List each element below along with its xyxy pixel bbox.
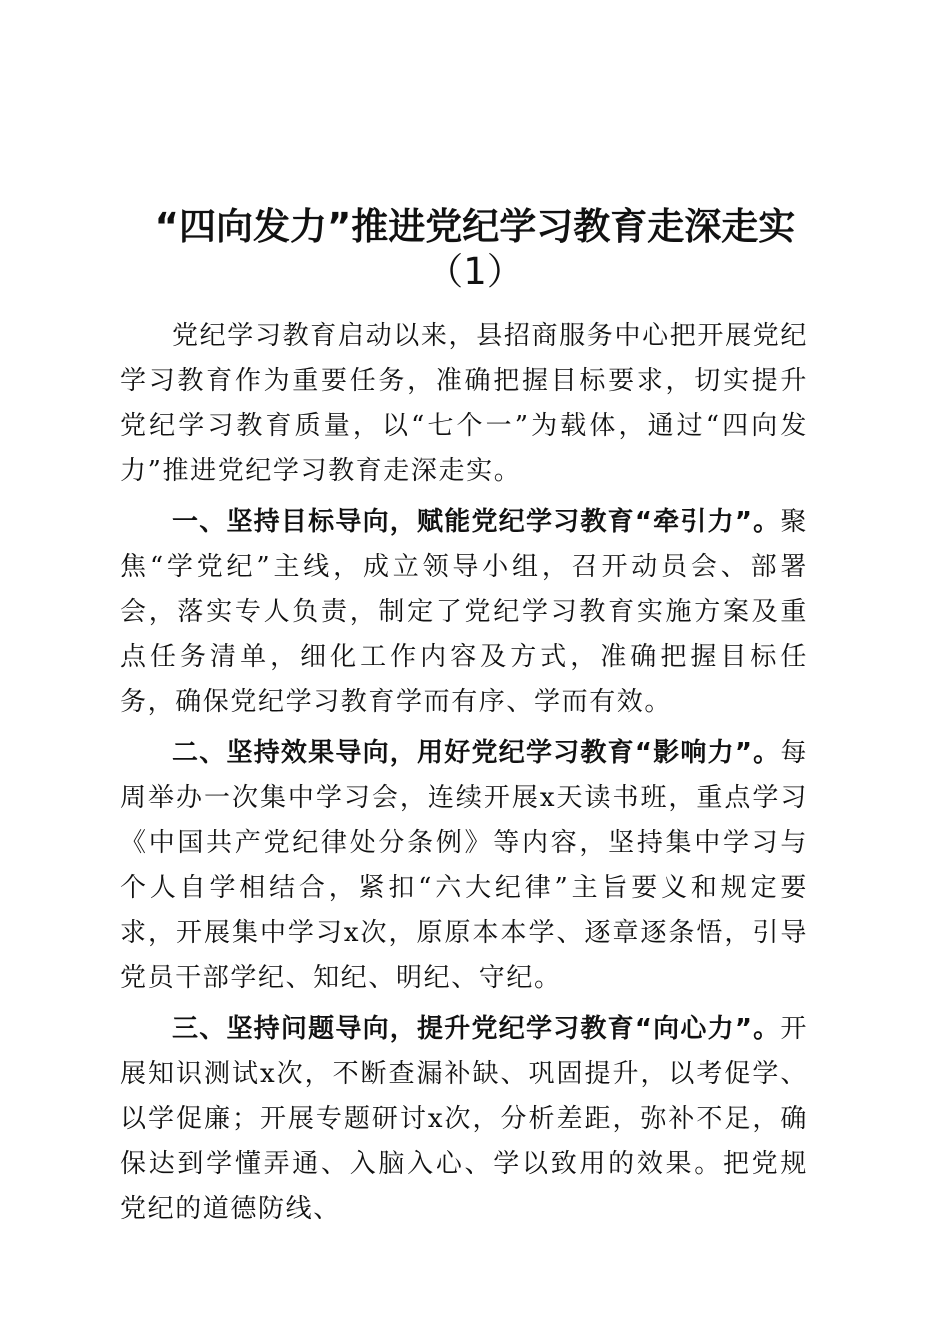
paragraph-lead: 二、坚持效果导向，用好党纪学习教育“影响力”。 (172, 738, 781, 768)
paragraph-text: 每周举办一次集中学习会，连续开展x天读书班，重点学习《中国共产党纪律处分条例》等内容，坚持集中学习与个人自学相结合，紧扣“六大纪律”主旨要义和规定要求，开展集中学习x次，原原本本学、逐章逐条悟，引导党员干部学纪、知纪、明纪、守纪。 (120, 738, 808, 993)
paragraph-text: 聚焦“学党纪”主线，成立领导小组，召开动员会、部署会，落实专人负责，制定了党纪学习教育实施方案及重点任务清单，细化工作内容及方式，准确把握目标任务，确保党纪学习教育学而有序、学而有效。 (120, 507, 808, 717)
paragraph-section-2 (120, 731, 808, 1001)
paragraph-text: 开展知识测试x次，不断查漏补缺、巩固提升，以考促学、以学促廉；开展专题研讨x次，分析差距，弥补不足，确保达到学懂弄通、入脑入心、学以致用的效果。把党规党纪的道德防线、 (120, 1014, 808, 1224)
document-title-number: （1） (426, 250, 524, 293)
paragraph-intro (120, 314, 808, 494)
document-title: “四向发力”推进党纪学习教育走深走实 (154, 205, 796, 248)
paragraph-text: 党纪学习教育启动以来，县招商服务中心把开展党纪学习教育作为重要任务，准确把握目标要求，切实提升党纪学习教育质量，以“七个一”为载体，通过“四向发力”推进党纪学习教育走深走实。 (120, 321, 808, 486)
paragraph-section-3 (120, 1007, 808, 1232)
document-body (120, 314, 808, 1232)
paragraph-lead: 三、坚持问题导向，提升党纪学习教育“向心力”。 (172, 1014, 781, 1044)
paragraph-lead: 一、坚持目标导向，赋能党纪学习教育“牵引力”。 (172, 507, 781, 537)
paragraph-section-1 (120, 500, 808, 725)
